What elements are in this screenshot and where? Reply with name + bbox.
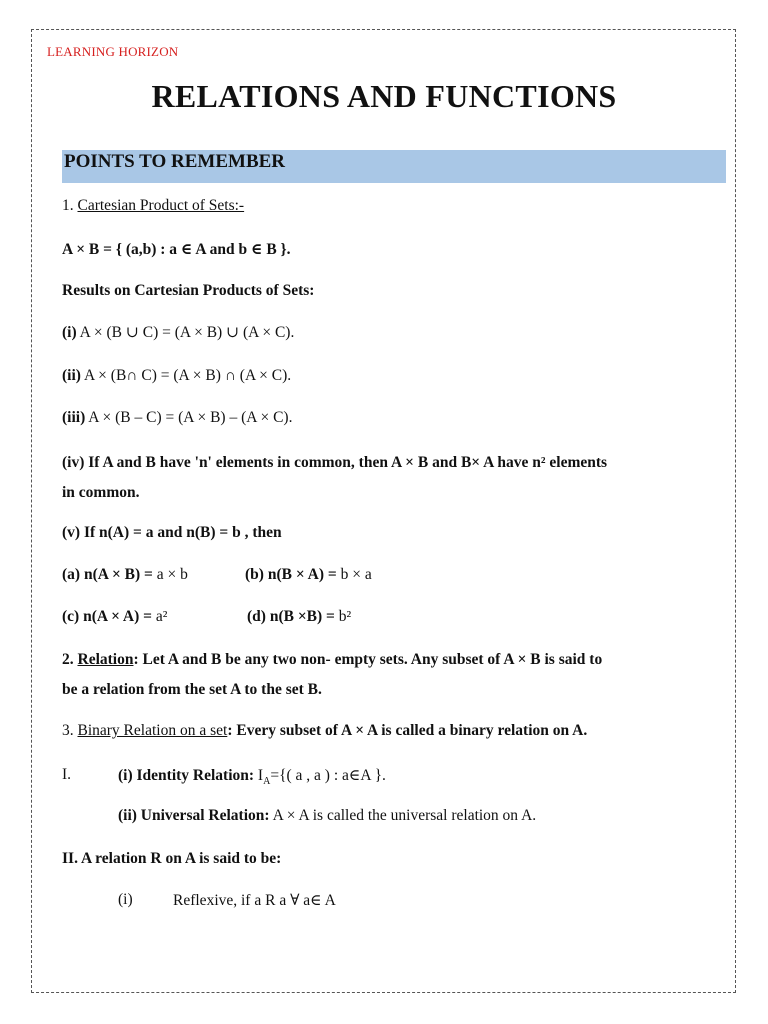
result-a-label: (a) n(A × B) = [62, 566, 153, 583]
result-b-value: b × a [340, 566, 372, 583]
result-2-text: A × (B∩ C) = (A × B) ∩ (A × C). [83, 367, 292, 384]
identity-relation [118, 766, 386, 787]
result-d [247, 608, 351, 626]
relation-line1-rest: : Let A and B be any two non- empty sets. Any subset of A × B is said to [133, 651, 603, 668]
universal-relation [118, 807, 536, 825]
result-a [62, 566, 188, 584]
result-c-value: a² [155, 608, 168, 625]
result-d-label: (d) n(B ×B) = [247, 608, 335, 625]
identity-label: (i) Identity Relation: [118, 767, 255, 784]
result-4-line2: in common. [62, 484, 140, 501]
result-2 [62, 367, 291, 385]
result-c-label: (c) n(A × A) = [62, 608, 152, 625]
identity-sub: A [263, 776, 271, 788]
result-a-value: a × b [156, 566, 188, 583]
reflexive-text: Reflexive, if a R a ∀ a∈ A [173, 892, 336, 909]
brand-label: LEARNING HORIZON [47, 44, 179, 59]
result-b [245, 566, 372, 584]
roman-2: II. A relation R on A is said to be: [62, 850, 282, 867]
cartesian-definition: A × B = { (a,b) : a ∈ A and b ∈ B }. [62, 241, 291, 258]
result-c [62, 608, 167, 626]
result-1-text: A × (B ∪ C) = (A × B) ∪ (A × C). [79, 324, 295, 341]
result-d-value: b² [338, 608, 352, 625]
cartesian-number: 1. [62, 197, 74, 214]
universal-def: A × A is called the universal relation on A. [269, 807, 537, 824]
universal-label: (ii) Universal Relation: [118, 807, 270, 824]
result-3-text: A × (B – C) = (A × B) – (A × C). [88, 409, 293, 426]
page-title: RELATIONS AND FUNCTIONS [151, 78, 617, 114]
identity-def2: ={( a , a ) : a∈A }. [270, 767, 386, 784]
result-5 [62, 524, 282, 542]
relation-title: Relation [77, 651, 134, 668]
result-3 [62, 409, 292, 427]
relation-line2: be a relation from the set A to the set B. [62, 681, 322, 698]
results-heading: Results on Cartesian Products of Sets: [62, 282, 315, 299]
binary-title: Binary Relation on a set [77, 722, 228, 739]
section-band [62, 150, 726, 183]
result-1-label: (i) [62, 324, 77, 341]
relation-number: 2. [62, 651, 74, 668]
reflexive-marker: (i) [118, 891, 133, 908]
section-heading: POINTS TO REMEMBER [64, 151, 286, 172]
binary-heading [62, 722, 587, 740]
result-5-text: (v) If n(A) = a and n(B) = b , then [62, 524, 282, 541]
result-2-label: (ii) [62, 367, 81, 384]
binary-number: 3. [62, 722, 74, 739]
identity-def: I [254, 767, 264, 784]
result-1 [62, 323, 294, 342]
cartesian-heading [62, 197, 244, 215]
cartesian-title: Cartesian Product of Sets:- [77, 197, 245, 214]
relation-line1 [62, 651, 602, 669]
result-b-label: (b) n(B × A) = [245, 566, 337, 583]
roman-1: I. [62, 766, 72, 783]
result-4-line1: (iv) If A and B have 'n' elements in common, then A × B and B× A have n² elements [62, 454, 608, 471]
result-3-label: (iii) [62, 409, 86, 426]
binary-rest: : Every subset of A × A is called a binary relation on A. [227, 722, 588, 739]
